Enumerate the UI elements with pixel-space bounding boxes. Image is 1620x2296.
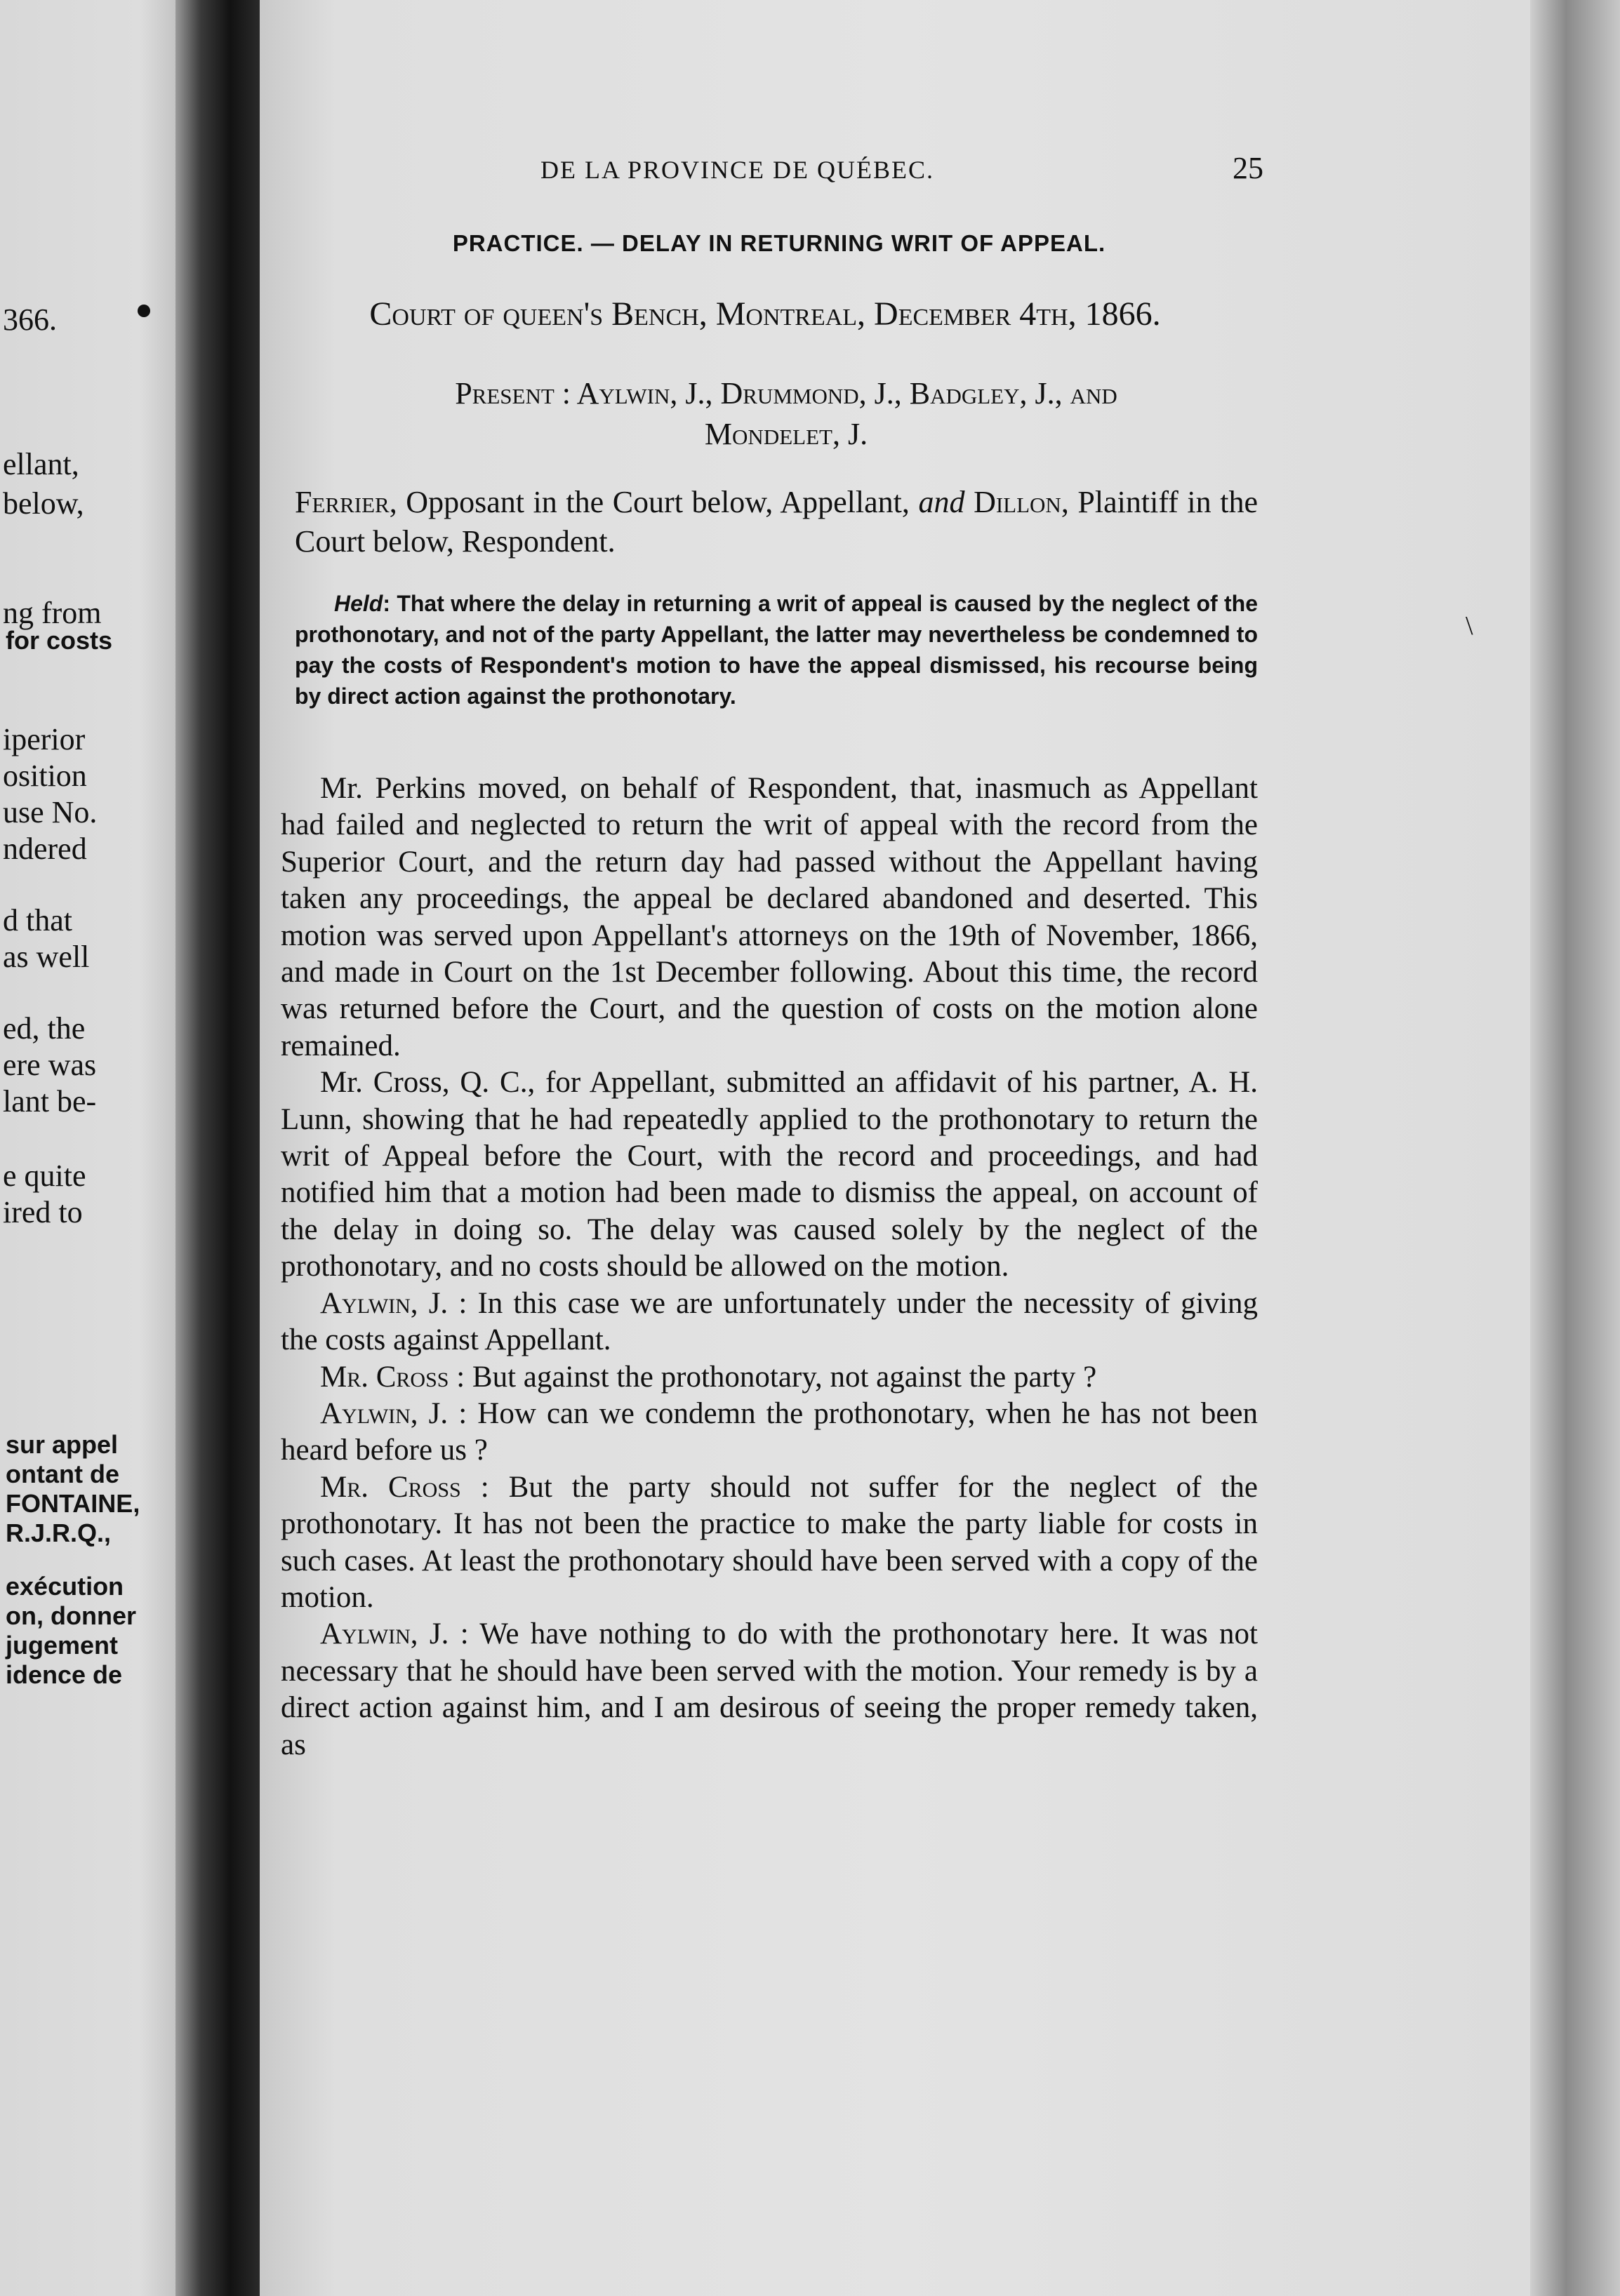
left-page-fragment-23: idence de [6, 1660, 123, 1689]
left-page-fragment-14: e quite [3, 1159, 86, 1193]
left-page-fragment-15: ired to [3, 1195, 83, 1229]
body-paragraph [281, 1396, 1258, 1469]
paragraph-text: Mr. Cross, Q. C., for Appellant, submitted an affidavit of his partner, A. H. Lunn, showing that he had repeatedly applied to the prothonotary to return the writ of Appeal before the Court, with the record and proceedings, and had notified him that a motion had been made to dismiss the appeal, on account of the delay in doing so. The delay was caused solely by the neglect of the prothonotary, and no costs should be allowed on the motion. [281, 1066, 1258, 1283]
court-line: Court of queen's Bench, Montreal, December 4th, 1866. [369, 295, 1161, 333]
left-page-fragment-0: 366. [3, 302, 57, 337]
left-page-fragment-7: use No. [3, 795, 98, 829]
body-paragraph [281, 1616, 1258, 1763]
paragraph-text: : How can we condemn the prothonotary, when he has not been heard before us ? [281, 1396, 1258, 1467]
body-paragraph [281, 1286, 1258, 1359]
present-line-1: Present : Aylwin, J., Drummond, J., Badgley, J., and [455, 376, 1117, 411]
speaker-name: Mr. Cross [320, 1470, 461, 1504]
section-title: PRACTICE. — DELAY IN RETURNING WRIT OF APPEAL. [452, 230, 1106, 256]
present-line-2: Mondelet, J. [704, 417, 868, 451]
paragraph-text: : In this case we are unfortunately under the necessity of giving the costs against Appellant. [281, 1286, 1258, 1357]
left-page-fragment-16: sur appel [6, 1430, 119, 1459]
speaker-name: Mr. Cross [320, 1360, 449, 1394]
margin-marker: \ [1466, 611, 1473, 641]
left-page-fragment-12: ere was [3, 1048, 97, 1082]
left-page-fragment-8: ndered [3, 832, 87, 866]
page-number: 25 [1233, 151, 1263, 185]
left-page-fragment-20: exécution [6, 1572, 124, 1601]
left-page-fragment-19: R.J.R.Q., [6, 1519, 112, 1547]
left-page-fragment-17: ontant de [6, 1460, 119, 1488]
speaker-name: Aylwin, J. [320, 1617, 449, 1651]
appellant-description: , Opposant in the Court below, Appellant, [389, 485, 919, 519]
left-page-fragment-3: ng from [3, 596, 102, 630]
page-edge [1530, 0, 1620, 2296]
headnote-text: : That where the delay in returning a writ of appeal is caused by the neglect of the prothonotary, and not of the party Appellant, the latter may nevertheless be condemned to pay the costs of Respondent's motion to have the appeal dismissed, his recourse being by direct action against the prothonotary. [295, 591, 1258, 709]
headnote [295, 588, 1258, 712]
present-line [337, 373, 1235, 455]
left-page-fragment-13: lant be- [3, 1084, 97, 1119]
and-conjunction: and [918, 485, 965, 519]
left-page-fragment-11: ed, the [3, 1011, 86, 1046]
left-page-fragment-6: osition [3, 759, 87, 793]
speaker-name: Aylwin, J. [320, 1396, 449, 1430]
bullet-dot [138, 305, 150, 317]
body-text [281, 770, 1258, 1763]
respondent-name: Dillon [964, 485, 1061, 519]
body-paragraph [281, 1469, 1258, 1617]
paragraph-text: Mr. Perkins moved, on behalf of Respondent, that, inasmuch as Appellant had failed and neglected to return the writ of appeal with the record from the Superior Court, and the return day had passed without the Appellant having taken any proceedings, the appeal be declared abandoned and deserted. This motion was served upon Appellant's attorneys on the 19th of November, 1866, and made in Court on the 1st December following. About this time, the record was returned before the Court, and the question of costs on the motion alone remained. [281, 772, 1258, 1062]
left-page-fragment [0, 0, 175, 2296]
running-title: DE LA PROVINCE DE QUÉBEC. [540, 156, 934, 184]
body-paragraph [281, 1359, 1258, 1396]
left-page-fragment-22: jugement [6, 1631, 119, 1660]
book-spine [175, 0, 260, 2296]
left-page-fragment-5: iperior [3, 722, 86, 756]
parties-line [295, 483, 1258, 561]
left-page-fragment-9: d that [3, 903, 72, 937]
left-page-fragment-1: ellant, [3, 447, 79, 481]
left-page-fragment-21: on, donner [6, 1601, 136, 1630]
running-header [540, 150, 1263, 186]
left-page-fragment-4: for costs [6, 626, 113, 655]
speaker-name: Aylwin, J. [320, 1286, 449, 1320]
left-page-fragment-2: below, [3, 486, 84, 521]
body-paragraph [281, 770, 1258, 1064]
body-paragraph [281, 1064, 1258, 1285]
appellant-name: Ferrier [295, 485, 390, 519]
left-page-fragment-18: FONTAINE, [6, 1489, 140, 1518]
paragraph-text: : But against the prothonotary, not against the party ? [449, 1360, 1097, 1394]
headnote-label: Held [334, 591, 383, 616]
paragraph-text: : But the party should not suffer for the neglect of the prothonotary. It has not been the practice to make the party liable for costs in such cases. At least the prothonotary should have been served with a copy of the motion. [281, 1470, 1259, 1614]
respondent-description: , Plaintiff in the Court below, Respondent. [295, 485, 1259, 559]
paragraph-text: : We have nothing to do with the prothonotary here. It was not necessary that he should have been served with the motion. Your remedy is by a direct action against him, and I am desirous of seeing the proper remedy taken, as [281, 1617, 1258, 1761]
left-page-fragment-10: as well [3, 940, 90, 974]
